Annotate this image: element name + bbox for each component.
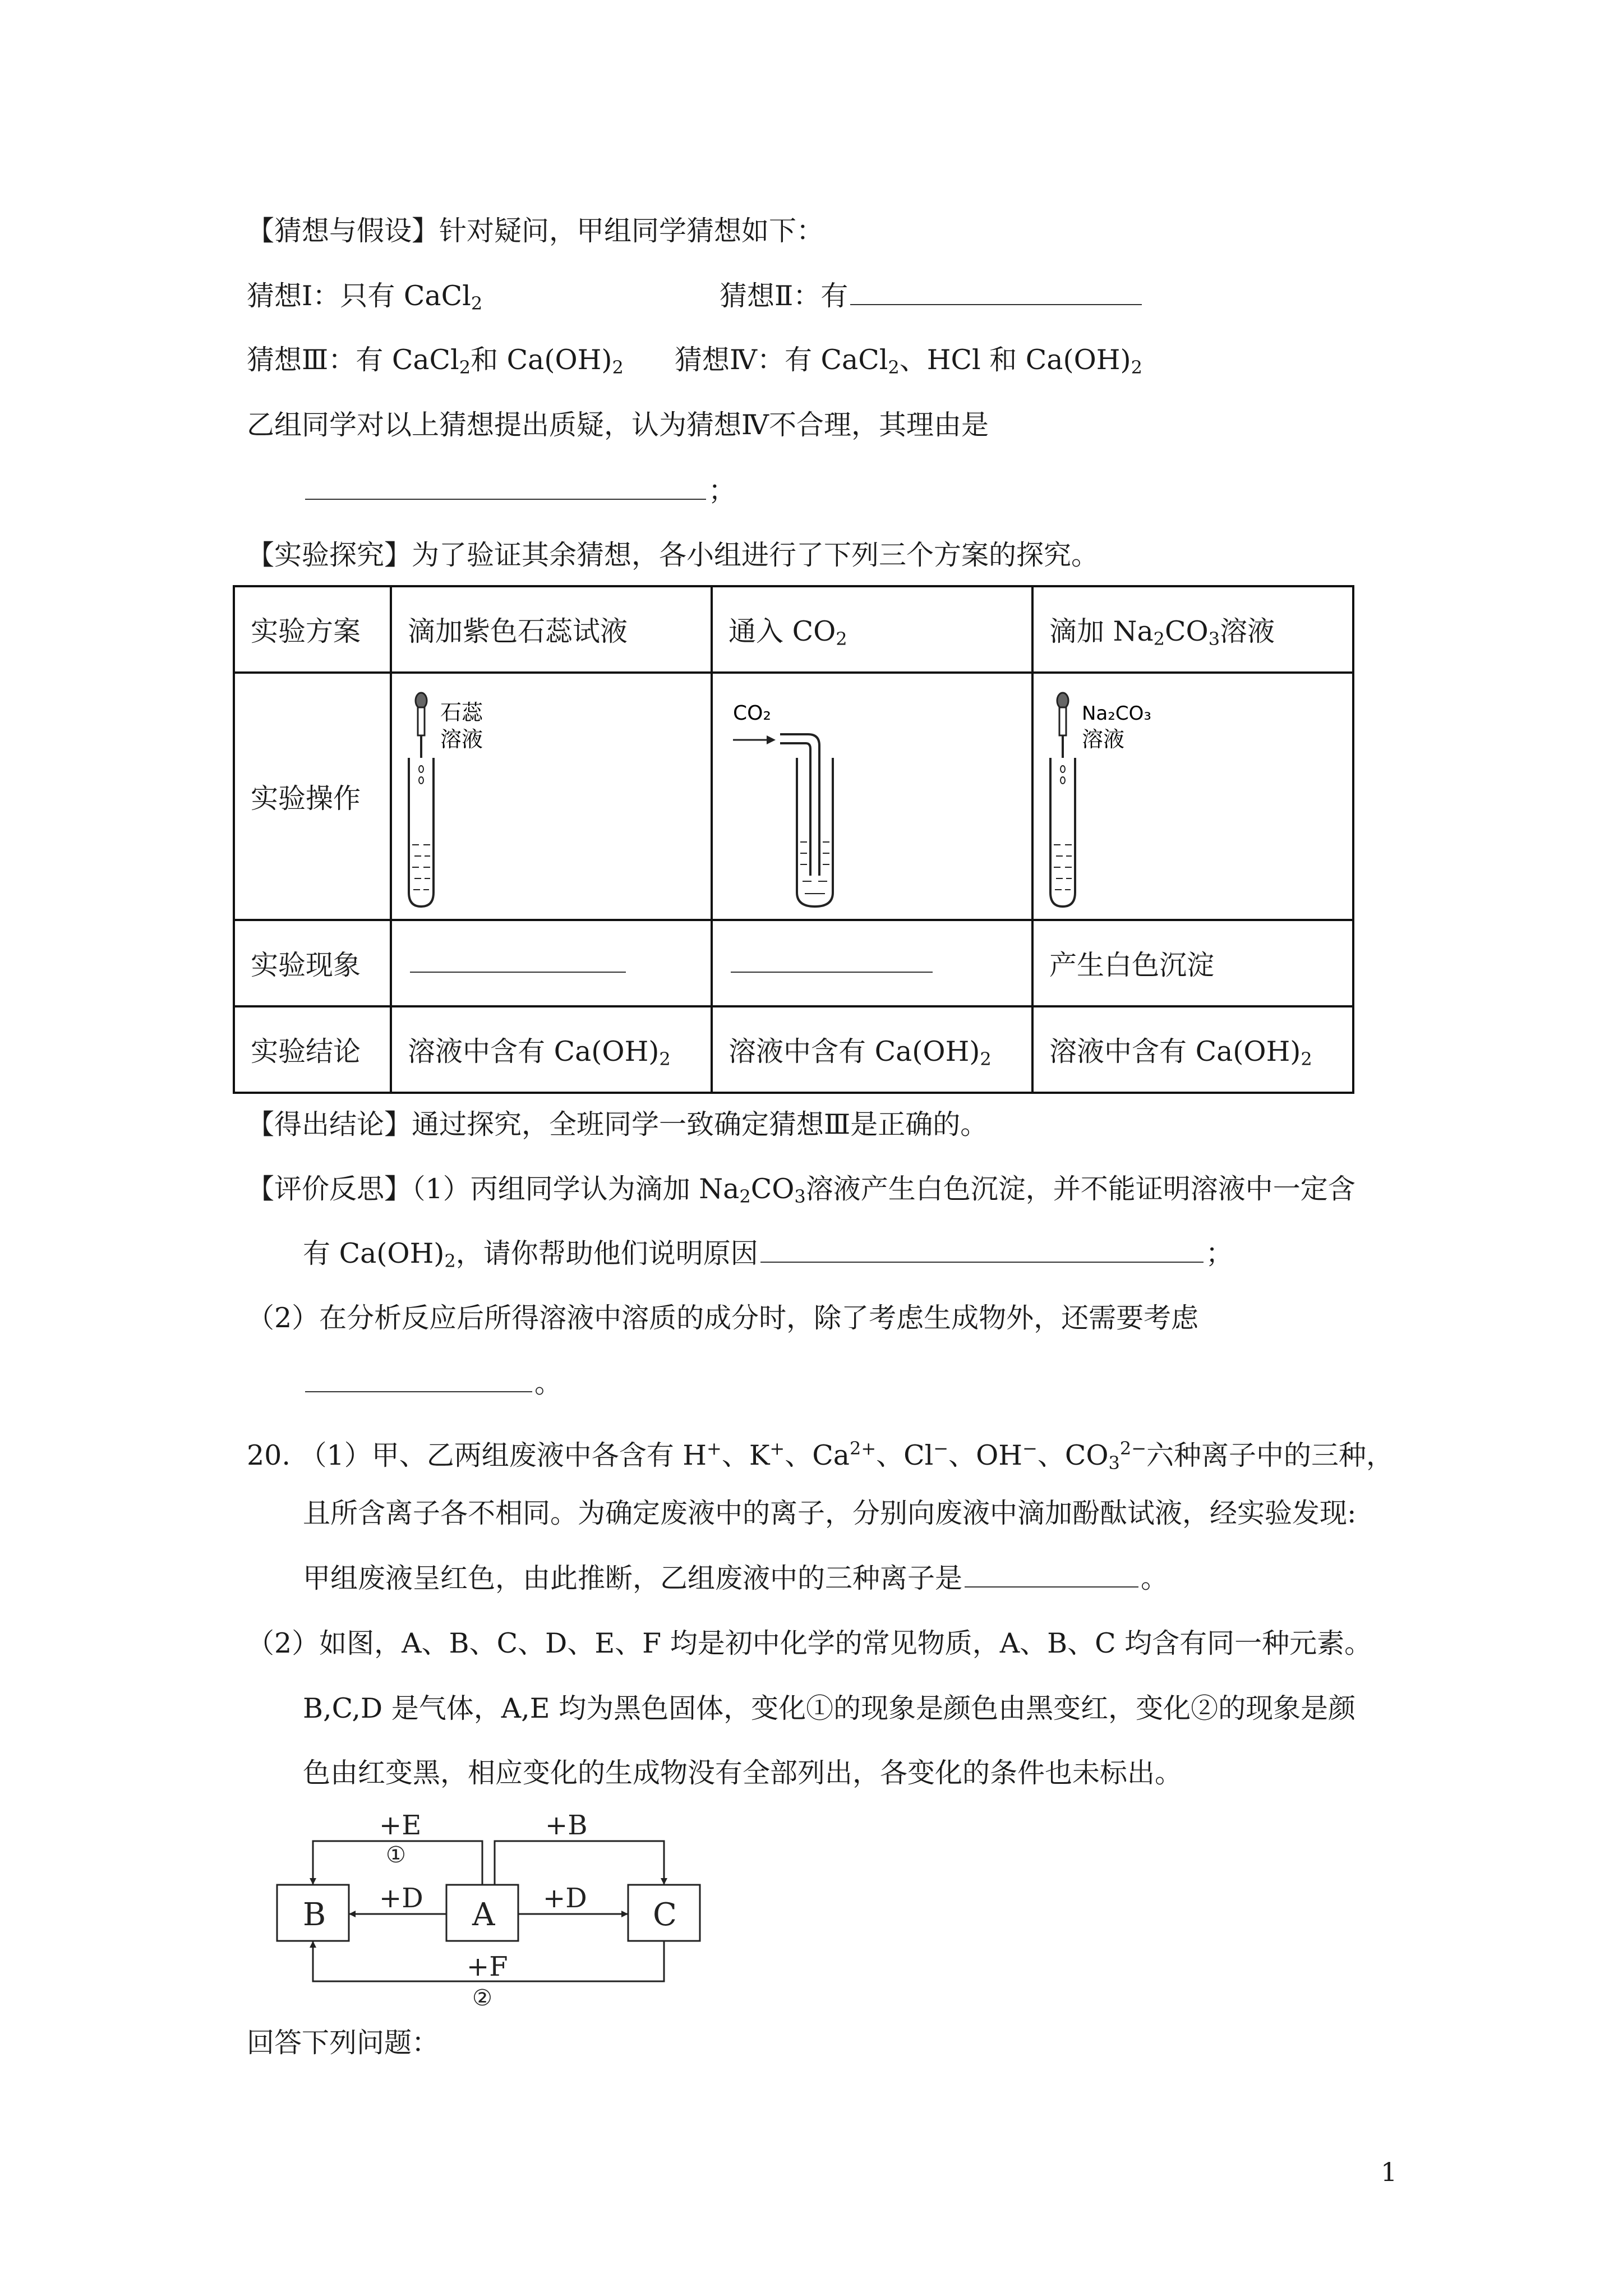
table-row-phenomenon — [234, 920, 1353, 1006]
hypothesis-intro: 针对疑问，甲组同学猜想如下： — [439, 215, 824, 247]
hypothesis-question: 乙组同学对以上猜想提出质疑，认为猜想Ⅳ不合理，其理由是 — [247, 409, 989, 441]
hypothesis-3-4-line — [247, 343, 1142, 384]
q20-part2-line-2: B,C,D 是气体，A,E 均为黑色固体，变化①的现象是颜色由黑变红，变化②的现象是颜 — [303, 1692, 1356, 1724]
q20-line-2: 且所含离子各不相同。为确定废液中的离子，分别向废液中滴加酚酞试液，经实验发现: — [303, 1497, 1357, 1529]
reflection-q1-a: （1）丙组同学认为滴加 Na — [412, 1173, 740, 1205]
q20-part2-line-3: 色由红变黑，相应变化的生成物没有全部列出，各变化的条件也未标出。 — [303, 1757, 1183, 1789]
conclusion-heading: 【得出结论】 — [247, 1108, 412, 1140]
hypothesis-3-rest: 和 Ca(OH) — [471, 344, 612, 376]
phenomenon-2 — [712, 920, 1032, 1006]
plan-3-post: 溶液 — [1220, 615, 1275, 647]
phenomenon-1-blank[interactable] — [410, 947, 626, 973]
q20-text: （1）甲、乙两组废液中各含有 H — [299, 1439, 707, 1471]
litmus-label-2: 溶液 — [440, 727, 483, 752]
punct: 。 — [534, 1367, 562, 1399]
subscript: 2 — [1301, 1048, 1312, 1070]
reflection-reason-blank[interactable] — [760, 1237, 1204, 1263]
q20-line-1 — [247, 1432, 1394, 1480]
label-plus-d-left: +D — [379, 1883, 423, 1914]
subscript: 2 — [836, 628, 847, 650]
na2co3-label-2: 溶液 — [1082, 727, 1125, 752]
hypothesis-heading: 【猜想与假设】 — [247, 215, 440, 247]
conclusion-2 — [712, 1006, 1032, 1093]
q20-text: 、Cl — [876, 1439, 934, 1471]
subscript: 3 — [1108, 1452, 1120, 1474]
q20-text: 、CO — [1037, 1439, 1109, 1471]
experiment-heading-line — [247, 539, 1099, 572]
row-header-plan: 实验方案 — [234, 586, 391, 673]
subscript: 2 — [1153, 628, 1165, 650]
plan-1: 滴加紫色石蕊试液 — [391, 586, 712, 673]
na2co3-label-1: Na₂CO₃ — [1082, 702, 1152, 725]
plan-3-mid: CO — [1165, 615, 1209, 647]
apparatus-litmus — [391, 673, 712, 920]
subscript: 2 — [739, 1186, 751, 1207]
reflection-line-2 — [303, 1237, 1233, 1278]
reflection-line-1 — [247, 1172, 1355, 1213]
q20-text: 、K — [721, 1439, 770, 1471]
experiment-heading: 【实验探究】 — [247, 539, 412, 571]
phenomenon-1 — [391, 920, 712, 1006]
subscript: 2 — [612, 357, 624, 378]
q20-text: 甲组废液呈红色，由此推断，乙组废液中的三种离子是 — [303, 1562, 963, 1594]
q20-line-3 — [303, 1562, 1168, 1595]
experiment-intro: 为了验证其余猜想，各小组进行了下列三个方案的探究。 — [412, 539, 1099, 571]
subscript: 2 — [444, 1250, 456, 1272]
experiment-table — [233, 585, 1354, 1094]
answer-prompt: 回答下列问题： — [247, 2027, 440, 2059]
punct: 。 — [1141, 1562, 1169, 1594]
box-c-label: C — [653, 1897, 677, 1933]
reflection-q1-d: 有 Ca(OH) — [303, 1237, 445, 1269]
q20-part2-line-1: （2）如图，A、B、C、D、E、F 均是初中化学的常见物质，A、B、C 均含有同一种元素。 — [247, 1627, 1372, 1659]
page-number: 1 — [1381, 2157, 1398, 2187]
row-header-phenomenon: 实验现象 — [234, 920, 391, 1006]
subscript: 3 — [794, 1186, 806, 1207]
q20-ions-blank[interactable] — [965, 1562, 1138, 1588]
row-header-conclusion: 实验结论 — [234, 1006, 391, 1093]
hypothesis-answer-line — [303, 474, 736, 508]
hypothesis-heading-line — [247, 214, 824, 248]
reflection-q1-b: CO — [750, 1173, 795, 1205]
hypothesis-3-text: 猜想Ⅲ：有 CaCl — [247, 344, 459, 376]
superscript: + — [769, 1438, 785, 1459]
hypothesis-1 — [247, 279, 482, 320]
subscript: 2 — [459, 357, 471, 378]
superscript: − — [1022, 1438, 1038, 1459]
table-row-operation — [234, 673, 1353, 920]
plan-2 — [712, 586, 1032, 673]
q20-number: 20. — [247, 1439, 291, 1471]
label-plus-b: +B — [545, 1810, 588, 1841]
plan-2-text: 通入 CO — [728, 615, 836, 647]
hypothesis-4-rest: 、HCl 和 Ca(OH) — [899, 344, 1131, 376]
hypothesis-2-blank[interactable] — [850, 279, 1142, 305]
conclusion-1 — [391, 1006, 712, 1093]
table-row-conclusion — [234, 1006, 1353, 1093]
conclusion-text: 溶液中含有 Ca(OH) — [1049, 1035, 1301, 1068]
hypothesis-2-text: 猜想Ⅱ：有 — [720, 280, 849, 312]
punct: ； — [1205, 1237, 1233, 1269]
subscript: 2 — [888, 357, 900, 378]
q20-text: 、OH — [948, 1439, 1023, 1471]
phenomenon-2-blank[interactable] — [731, 947, 933, 973]
subscript: 2 — [471, 293, 483, 314]
plan-3-text: 滴加 Na — [1049, 615, 1154, 647]
label-plus-e: +E — [379, 1810, 422, 1841]
superscript: 2− — [1119, 1438, 1147, 1459]
label-plus-d-right: +D — [543, 1883, 587, 1914]
q20-text: 六种离子中的三种， — [1146, 1439, 1394, 1471]
label-step-1: ① — [386, 1842, 406, 1868]
superscript: 2+ — [849, 1438, 877, 1459]
reflection-q1-e: ，请你帮助他们说明原因 — [455, 1237, 758, 1269]
dropper-test-tube-icon — [1034, 674, 1348, 912]
reflection-q1-c: 溶液产生白色沉淀，并不能证明溶液中一定含 — [805, 1173, 1355, 1205]
phenomenon-3: 产生白色沉淀 — [1032, 920, 1353, 1006]
superscript: − — [933, 1438, 949, 1459]
plan-3 — [1032, 586, 1353, 673]
hypothesis-reason-blank[interactable] — [305, 474, 706, 500]
box-b-label: B — [303, 1897, 326, 1933]
subscript: 2 — [659, 1048, 671, 1070]
box-a-label: A — [472, 1897, 495, 1933]
table-row-plan — [234, 586, 1353, 673]
row-header-operation: 实验操作 — [234, 673, 391, 920]
conclusion-line — [247, 1108, 988, 1142]
dropper-test-tube-icon — [392, 674, 706, 912]
litmus-label-1: 石蕊 — [440, 700, 483, 725]
hypothesis-1-text: 猜想Ⅰ：只有 CaCl — [247, 280, 471, 312]
label-plus-f: +F — [467, 1951, 508, 1982]
subscript: 3 — [1208, 628, 1220, 650]
apparatus-na2co3 — [1032, 673, 1353, 920]
conclusion-3 — [1032, 1006, 1353, 1093]
punct: ； — [708, 475, 736, 507]
conclusion-text: 通过探究，全班同学一致确定猜想Ⅲ是正确的。 — [412, 1108, 988, 1140]
subscript: 2 — [980, 1048, 992, 1070]
conclusion-text: 溶液中含有 Ca(OH) — [408, 1035, 660, 1068]
co2-label: CO₂ — [733, 702, 771, 725]
conclusion-text: 溶液中含有 Ca(OH) — [728, 1035, 980, 1068]
reaction-diagram — [269, 1806, 718, 2014]
label-step-2: ② — [472, 1985, 492, 2011]
reflection-q2: （2）在分析反应后所得溶液中溶质的成分时，除了考虑生成物外，还需要考虑 — [247, 1302, 1199, 1334]
reflection-heading: 【评价反思】 — [247, 1173, 412, 1205]
subscript: 2 — [1131, 357, 1143, 378]
gas-tube-icon — [713, 674, 1027, 912]
superscript: + — [707, 1438, 722, 1459]
q20-text: 、Ca — [785, 1439, 850, 1471]
reflection-q2-answer — [303, 1366, 562, 1400]
apparatus-co2 — [712, 673, 1032, 920]
reflection-q2-blank[interactable] — [305, 1366, 532, 1392]
hypothesis-4-text: 猜想Ⅳ：有 CaCl — [675, 344, 888, 376]
hypothesis-2 — [720, 279, 1144, 313]
